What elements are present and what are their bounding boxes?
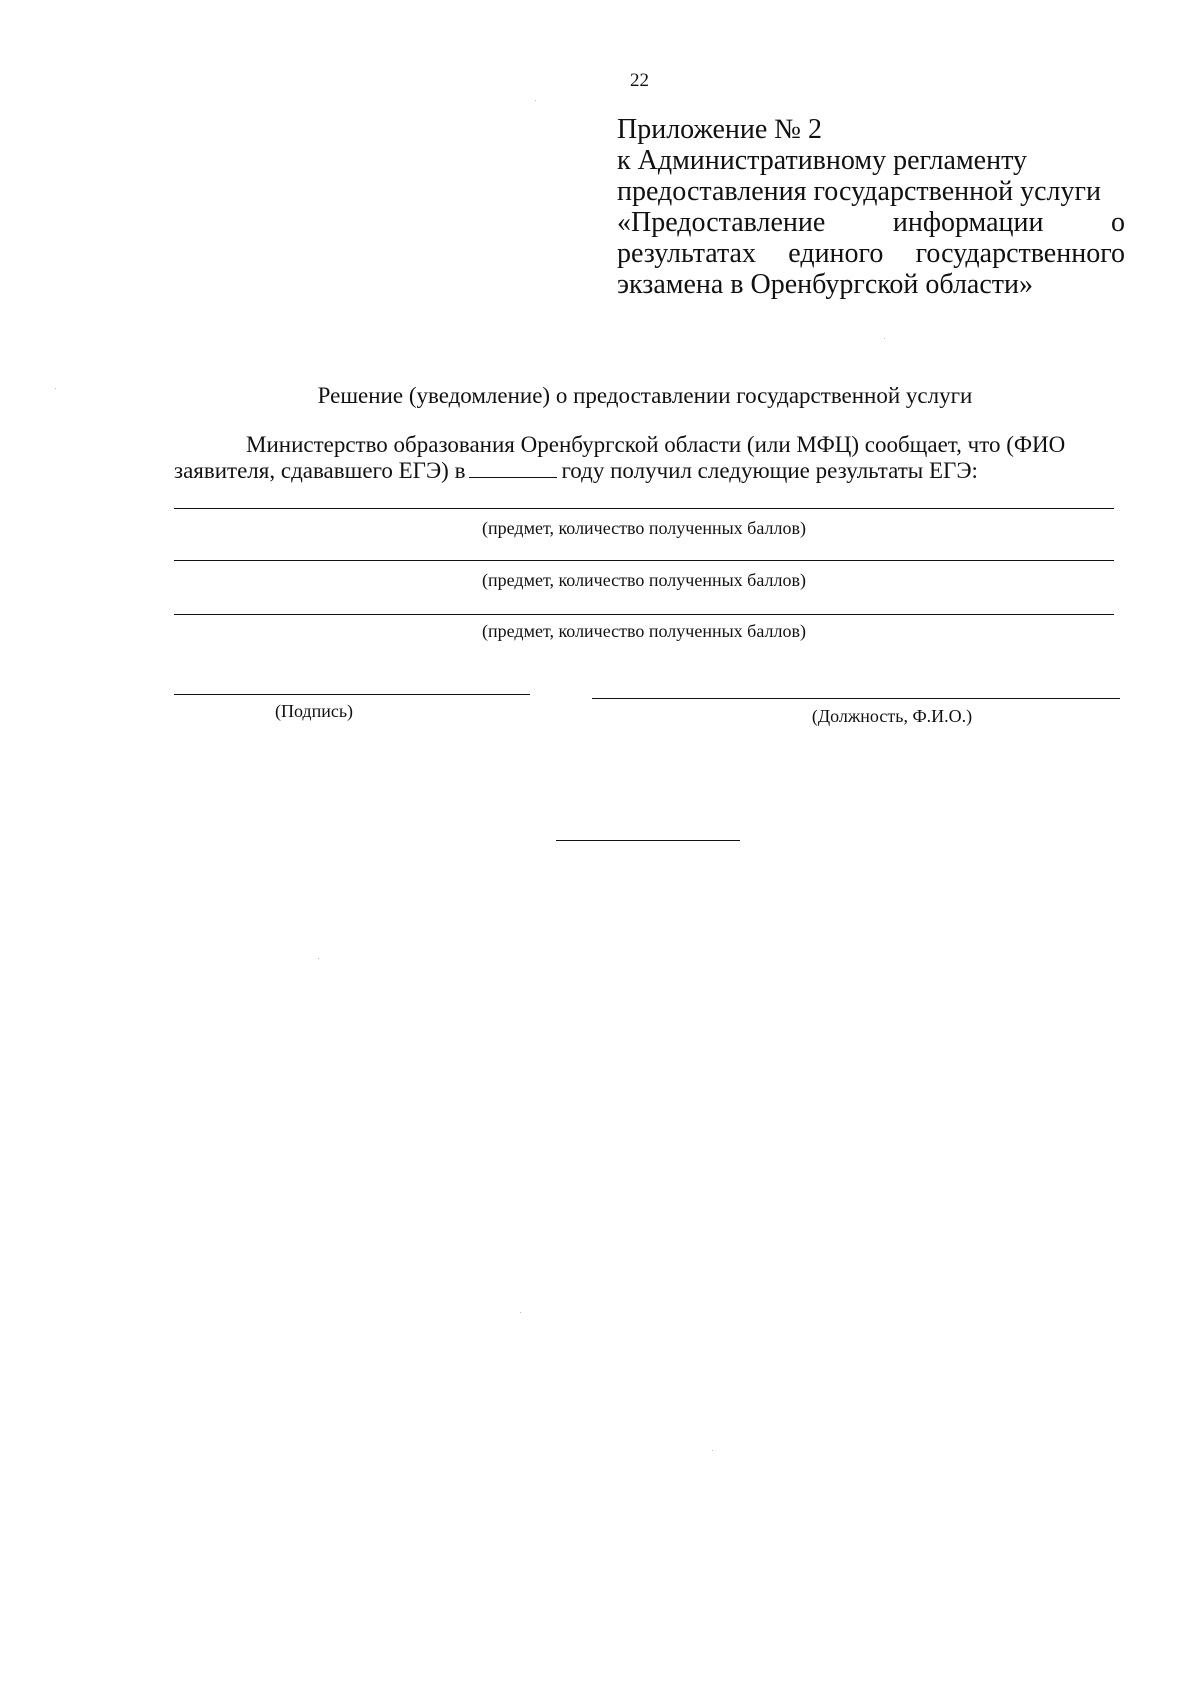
result-line-2 bbox=[174, 560, 1114, 561]
scan-speck bbox=[520, 1312, 521, 1313]
scan-speck bbox=[712, 1450, 713, 1451]
result-caption-1: (предмет, количество полученных баллов) bbox=[482, 518, 806, 538]
end-rule bbox=[556, 840, 740, 841]
scan-speck bbox=[884, 338, 885, 339]
signature-line bbox=[174, 694, 530, 695]
result-line-3 bbox=[174, 614, 1114, 615]
intro-line-2 bbox=[174, 458, 1124, 484]
position-name-line bbox=[592, 698, 1120, 699]
appendix-line: Приложение № 2 bbox=[617, 114, 822, 145]
document-title: Решение (уведомление) о предоставлении государственной услуги bbox=[317, 383, 973, 408]
appendix-line: экзамена в Оренбургской области» bbox=[617, 269, 1034, 300]
scan-speck bbox=[318, 958, 319, 959]
year-blank bbox=[469, 459, 557, 478]
appendix-line: к Административному регламенту bbox=[617, 145, 1027, 176]
intro-line-2-start: заявителя, сдававшего ЕГЭ) в bbox=[174, 458, 466, 483]
appendix-line: результатах единого государственного bbox=[617, 238, 1125, 269]
position-name-caption: (Должность, Ф.И.О.) bbox=[811, 706, 973, 726]
appendix-line: предоставления государственной услуги bbox=[617, 176, 1101, 207]
result-caption-2: (предмет, количество полученных баллов) bbox=[482, 570, 806, 590]
result-line-1 bbox=[174, 508, 1114, 509]
intro-line-2-end: году получил следующие результаты ЕГЭ: bbox=[561, 458, 978, 483]
appendix-line: «Предоставление информации о bbox=[617, 207, 1125, 238]
scan-speck bbox=[535, 100, 536, 101]
signature-caption: (Подпись) bbox=[274, 701, 354, 721]
appendix-block bbox=[617, 114, 1125, 300]
result-caption-3: (предмет, количество полученных баллов) bbox=[482, 621, 806, 641]
intro-line-1: Министерство образования Оренбургской области (или МФЦ) сообщает, что (ФИО bbox=[246, 432, 1066, 457]
page-number: 22 bbox=[630, 70, 649, 91]
intro-paragraph bbox=[174, 432, 1124, 484]
scan-speck bbox=[55, 388, 56, 389]
